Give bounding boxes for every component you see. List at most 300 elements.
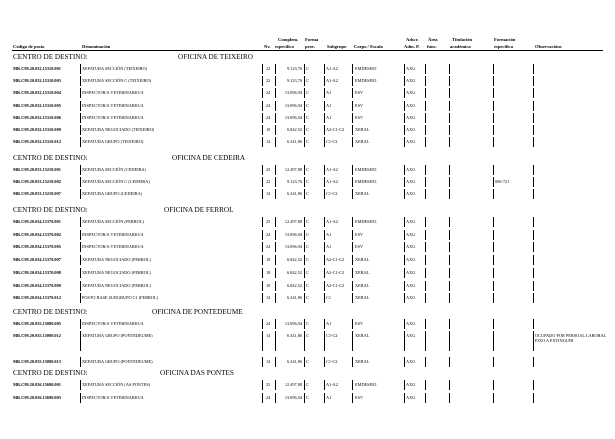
- cell-code: MR.C99.20.032.15310.004: [13, 90, 61, 96]
- cell-complem: 6.842,52: [286, 127, 302, 132]
- cell-divider: [80, 293, 81, 303]
- cell-divider: [533, 88, 534, 98]
- cell-divider: [533, 393, 534, 403]
- cell-divider: [262, 177, 263, 187]
- cell-divider: [324, 137, 325, 147]
- cell-divider: [262, 293, 263, 303]
- section-office-name: OFICINA DE TEIXEIRO: [178, 53, 253, 61]
- cell-adscr: AXG: [406, 244, 416, 250]
- cell-divider: [324, 165, 325, 175]
- cell-complem: 6.341,86: [286, 139, 302, 145]
- table-row: [0, 332, 615, 344]
- cell-nv: 14: [266, 295, 271, 301]
- cell-corpo: XERAL: [355, 269, 370, 275]
- cell-divider: [275, 88, 276, 98]
- cell-adscr: AXG: [406, 269, 416, 275]
- cell-divider: [80, 357, 81, 367]
- cell-subgrupo: A1-A2: [326, 179, 338, 184]
- cell-denominacion: INSPECTOR/A VETERINARIO/A: [82, 244, 144, 250]
- cell-adscr: AXG: [406, 139, 416, 145]
- cell-divider: [80, 88, 81, 98]
- cell-adscr: AXG: [406, 66, 416, 71]
- cell-divider: [449, 331, 450, 351]
- cell-complem: 13.096,94: [284, 114, 302, 120]
- cell-divider: [80, 177, 81, 187]
- cell-divider: [404, 357, 405, 367]
- cell-divider: [304, 165, 305, 175]
- cell-code: MR.C99.20.034.15370.007: [13, 257, 61, 263]
- cell-divider: [533, 293, 534, 303]
- cell-divider: [275, 357, 276, 367]
- cell-corpo: XERAL: [355, 139, 370, 145]
- table-row: [0, 190, 615, 199]
- cell-divider: [80, 319, 81, 329]
- cell-divider: [304, 76, 305, 86]
- cell-adscr: AXG: [406, 78, 416, 84]
- cell-divider: [449, 113, 450, 123]
- cell-subgrupo: A1-A2: [326, 66, 338, 71]
- cell-divider: [533, 331, 534, 351]
- cell-divider: [404, 293, 405, 303]
- cell-divider: [324, 88, 325, 98]
- cell-divider: [533, 113, 534, 123]
- cell-complem: 6.842,52: [286, 257, 302, 263]
- cell-subgrupo: A1: [326, 231, 332, 237]
- cell-divider: [352, 268, 353, 278]
- cell-denominacion: XEFATURA SECCIÓN C (TEIXEIRO): [82, 78, 152, 84]
- cell-subgrupo: A2-C1-C2: [326, 257, 345, 263]
- cell-divider: [404, 380, 405, 390]
- cell-divider: [449, 137, 450, 147]
- cell-divider: [304, 101, 305, 111]
- cell-divider: [352, 393, 353, 403]
- cell-forma: C: [306, 78, 309, 84]
- cell-divider: [262, 125, 263, 135]
- section-dest-label: CENTRO DE DESTINO:: [13, 154, 88, 162]
- cell-divider: [352, 281, 353, 291]
- section-office-name: OFICINA DE FERROL: [164, 206, 234, 214]
- cell-divider: [404, 165, 405, 175]
- cell-code: MR.C99.20.034.15370.002: [13, 231, 61, 237]
- cell-adscr: AXG: [406, 127, 416, 132]
- cell-corpo: ESV: [355, 114, 364, 120]
- cell-divider: [533, 101, 534, 111]
- cell-divider: [262, 230, 263, 240]
- cell-adscr: AXG: [406, 333, 416, 339]
- cell-divider: [449, 281, 450, 291]
- cell-divider: [352, 217, 353, 227]
- cell-divider: [275, 230, 276, 240]
- cell-divider: [304, 242, 305, 252]
- cell-forma: C: [306, 359, 309, 365]
- cell-complem: 6.341,86: [286, 359, 302, 365]
- cell-nv: 24: [266, 321, 271, 326]
- cell-divider: [352, 165, 353, 175]
- cell-divider: [493, 137, 494, 147]
- cell-subgrupo: A1: [326, 244, 332, 250]
- table-row: [0, 166, 615, 175]
- table-row: [0, 282, 615, 291]
- cell-complem: 12.497,88: [284, 219, 302, 224]
- cell-divider: [404, 268, 405, 278]
- cell-code: MR.C99.20.036.15690.003: [13, 394, 61, 400]
- cell-code: MR.C99.20.035.15080.005: [13, 321, 61, 326]
- cell-divider: [493, 165, 494, 175]
- cell-divider: [449, 217, 450, 227]
- cell-divider: [404, 189, 405, 199]
- cell-adscr: AXG: [406, 167, 416, 172]
- table-row: [0, 114, 615, 123]
- cell-divider: [449, 101, 450, 111]
- cell-divider: [324, 64, 325, 74]
- cell-divider: [404, 230, 405, 240]
- cell-divider: [324, 357, 325, 367]
- cell-denominacion: XEFATURA GRUPO (PONTEDEUME): [82, 333, 153, 339]
- table-row: [0, 89, 615, 98]
- cell-denominacion: INSPECTOR/A VETERINARIO/A: [82, 231, 144, 237]
- cell-divider: [324, 125, 325, 135]
- table-row: [0, 269, 615, 278]
- cell-denominacion: XEFATURA NEGOCIADO (FERROL): [82, 269, 151, 275]
- cell-divider: [275, 64, 276, 74]
- cell-forma: C: [306, 167, 309, 172]
- cell-divider: [324, 113, 325, 123]
- cell-subgrupo: C1-C2: [326, 191, 338, 196]
- cell-divider: [324, 331, 325, 351]
- cell-code: MR.C99.20.034.15370.012: [13, 295, 61, 301]
- cell-subgrupo: A2-C1-C2: [326, 269, 345, 275]
- cell-corpo: XERAL: [355, 127, 370, 132]
- cell-divider: [425, 242, 426, 252]
- cell-divider: [80, 165, 81, 175]
- cell-divider: [275, 101, 276, 111]
- cell-divider: [533, 137, 534, 147]
- cell-divider: [324, 281, 325, 291]
- section-dest-label: CENTRO DE DESTINO:: [13, 308, 88, 316]
- cell-divider: [493, 76, 494, 86]
- cell-forma: C: [306, 219, 309, 224]
- cell-divider: [324, 101, 325, 111]
- cell-divider: [449, 125, 450, 135]
- cell-divider: [80, 113, 81, 123]
- cell-divider: [404, 125, 405, 135]
- cell-adscr: AXG: [406, 102, 416, 108]
- cell-divider: [404, 113, 405, 123]
- cell-forma: C: [306, 231, 309, 237]
- cell-divider: [262, 76, 263, 86]
- cell-nv: 14: [266, 139, 271, 145]
- cell-divider: [425, 230, 426, 240]
- cell-divider: [425, 177, 426, 187]
- section-dest-label: CENTRO DE DESTINO:: [13, 53, 88, 61]
- cell-divider: [262, 331, 263, 351]
- cell-divider: [262, 357, 263, 367]
- cell-divider: [449, 242, 450, 252]
- cell-corpo: XERAL: [355, 257, 370, 263]
- cell-subgrupo: A1-A2: [326, 167, 338, 172]
- cell-divider: [80, 281, 81, 291]
- cell-divider: [304, 113, 305, 123]
- cell-adscr: AXG: [406, 257, 416, 263]
- cell-divider: [352, 380, 353, 390]
- cell-subgrupo: C1-C2: [326, 359, 338, 365]
- cell-subgrupo: A1: [326, 321, 332, 326]
- cell-divider: [262, 255, 263, 265]
- cell-divider: [80, 189, 81, 199]
- cell-complem: 13.096,94: [284, 90, 302, 96]
- cell-subgrupo: C1-C2: [326, 139, 338, 145]
- cell-complem: 13.096,94: [284, 102, 302, 108]
- cell-divider: [404, 88, 405, 98]
- cell-divider: [304, 255, 305, 265]
- cell-divider: [493, 331, 494, 351]
- cell-divider: [404, 137, 405, 147]
- cell-denominacion: INSPECTOR/A VETERINARIO/A: [82, 321, 144, 326]
- cell-divider: [275, 331, 276, 351]
- cell-divider: [304, 217, 305, 227]
- cell-code: MR.C99.20.032.15310.005: [13, 102, 61, 108]
- cell-subgrupo: C1: [326, 295, 332, 301]
- cell-divider: [449, 393, 450, 403]
- cell-subgrupo: A1: [326, 394, 332, 400]
- cell-complem: 6.341,86: [286, 191, 302, 196]
- table-row: [0, 231, 615, 240]
- cell-divider: [262, 137, 263, 147]
- cell-divider: [425, 217, 426, 227]
- cell-divider: [493, 255, 494, 265]
- cell-forma: C: [306, 394, 309, 400]
- table-row: [0, 126, 615, 135]
- cell-divider: [262, 319, 263, 329]
- cell-divider: [324, 76, 325, 86]
- cell-divider: [493, 189, 494, 199]
- cell-divider: [352, 177, 353, 187]
- cell-corpo: EMDESEE1: [355, 167, 377, 172]
- cell-denominacion: XEFATURA GRUPO (TEIXEIRO): [82, 139, 144, 145]
- cell-adscr: AXG: [406, 382, 416, 387]
- cell-nv: 18: [266, 269, 271, 275]
- cell-divider: [533, 230, 534, 240]
- cell-divider: [304, 125, 305, 135]
- cell-nv: 24: [266, 231, 271, 237]
- cell-complem: 6.341,86: [286, 333, 302, 339]
- cell-complem: 13.096,94: [284, 231, 302, 237]
- cell-corpo: XERAL: [355, 295, 370, 301]
- cell-divider: [262, 393, 263, 403]
- cell-divider: [493, 230, 494, 240]
- cell-divider: [493, 88, 494, 98]
- cell-divider: [324, 189, 325, 199]
- cell-complem: 9.123,76: [286, 179, 302, 184]
- cell-divider: [275, 125, 276, 135]
- cell-divider: [493, 357, 494, 367]
- cell-divider: [425, 125, 426, 135]
- table-row: [0, 218, 615, 227]
- cell-divider: [533, 189, 534, 199]
- cell-divider: [449, 293, 450, 303]
- cell-divider: [352, 331, 353, 351]
- cell-forma: C: [306, 321, 309, 326]
- section-dest-label: CENTRO DE DESTINO:: [13, 206, 88, 214]
- cell-corpo: EMDESEE1: [355, 66, 377, 71]
- cell-divider: [493, 380, 494, 390]
- cell-divider: [533, 177, 534, 187]
- cell-divider: [262, 268, 263, 278]
- cell-divider: [404, 319, 405, 329]
- cell-corpo: ESV: [355, 102, 364, 108]
- cell-divider: [493, 64, 494, 74]
- cell-divider: [80, 242, 81, 252]
- cell-divider: [533, 319, 534, 329]
- cell-formacion: 006-721: [495, 179, 510, 184]
- cell-divider: [352, 101, 353, 111]
- cell-divider: [304, 137, 305, 147]
- cell-divider: [533, 242, 534, 252]
- cell-divider: [493, 293, 494, 303]
- cell-divider: [425, 101, 426, 111]
- cell-divider: [352, 88, 353, 98]
- cell-divider: [80, 380, 81, 390]
- cell-adscr: AXG: [406, 321, 416, 326]
- cell-divider: [324, 255, 325, 265]
- cell-corpo: ESV: [355, 321, 364, 326]
- cell-adscr: AXG: [406, 295, 416, 301]
- cell-divider: [404, 64, 405, 74]
- cell-adscr: AXG: [406, 394, 416, 400]
- cell-denominacion: INSPECTOR/A VETERINARIO/A: [82, 90, 144, 96]
- cell-divider: [324, 242, 325, 252]
- cell-divider: [449, 177, 450, 187]
- cell-divider: [262, 165, 263, 175]
- header-complem: Complem.: [278, 37, 299, 42]
- cell-forma: C: [306, 114, 309, 120]
- cell-subgrupo: A2-C1-C2: [326, 127, 345, 132]
- cell-corpo: ESV: [355, 394, 364, 400]
- table-row: [0, 77, 615, 86]
- cell-divider: [449, 88, 450, 98]
- cell-divider: [425, 293, 426, 303]
- cell-forma: C: [306, 257, 309, 263]
- cell-divider: [352, 64, 353, 74]
- cell-divider: [275, 217, 276, 227]
- cell-complem: 12.497,88: [284, 382, 302, 387]
- cell-divider: [304, 281, 305, 291]
- cell-denominacion: XEFATURA SECCIÓN (FERROL): [82, 219, 144, 224]
- cell-complem: 13.096,94: [284, 394, 302, 400]
- cell-divider: [304, 88, 305, 98]
- section-office-name: OFICINA DE CEDEIRA: [172, 154, 246, 162]
- cell-code: MR.C99.20.032.15310.012: [13, 139, 61, 145]
- cell-divider: [324, 268, 325, 278]
- cell-divider: [425, 137, 426, 147]
- cell-divider: [262, 217, 263, 227]
- cell-nv: 14: [266, 333, 271, 339]
- cell-divider: [304, 189, 305, 199]
- cell-adscr: AXG: [406, 231, 416, 237]
- header-especifico: específico: [275, 44, 294, 49]
- header-codigo: Código de posto: [13, 44, 45, 49]
- cell-nv: 14: [266, 191, 271, 196]
- cell-divider: [404, 393, 405, 403]
- cell-nv: 25: [266, 167, 271, 172]
- cell-denominacion: XEFATURA NEGOCIADO (TEIXEIRO): [82, 127, 155, 132]
- cell-divider: [304, 380, 305, 390]
- cell-divider: [493, 319, 494, 329]
- cell-divider: [425, 357, 426, 367]
- cell-divider: [304, 64, 305, 74]
- cell-denominacion: XEFATURA GRUPO (CEDEIRA): [82, 191, 143, 196]
- cell-code: MR.C99.20.034.15370.008: [13, 269, 61, 275]
- cell-divider: [262, 101, 263, 111]
- cell-divider: [262, 380, 263, 390]
- cell-divider: [425, 281, 426, 291]
- cell-divider: [533, 268, 534, 278]
- cell-nv: 14: [266, 359, 271, 365]
- cell-subgrupo: A1: [326, 114, 332, 120]
- cell-denominacion: XEFATURA NEGOCIADO (FERROL): [82, 257, 151, 263]
- cell-divider: [493, 113, 494, 123]
- cell-corpo: ESV: [355, 244, 364, 250]
- cell-complem: 6.842,52: [286, 282, 302, 288]
- cell-denominacion: INSPECTOR/A VETERINARIO/A: [82, 102, 144, 108]
- cell-divider: [324, 293, 325, 303]
- cell-divider: [275, 255, 276, 265]
- cell-corpo: EMDESEE1: [355, 179, 377, 184]
- cell-forma: C: [306, 90, 309, 96]
- cell-code: MR.C99.20.032.15310.001: [13, 66, 61, 71]
- cell-divider: [262, 113, 263, 123]
- cell-corpo: ESV: [355, 90, 364, 96]
- cell-divider: [324, 393, 325, 403]
- cell-divider: [275, 393, 276, 403]
- cell-divider: [404, 177, 405, 187]
- cell-divider: [533, 76, 534, 86]
- cell-divider: [425, 393, 426, 403]
- cell-divider: [275, 189, 276, 199]
- cell-divider: [304, 230, 305, 240]
- cell-nv: 22: [266, 66, 271, 71]
- header-prov: prov.: [305, 44, 315, 49]
- cell-divider: [533, 217, 534, 227]
- cell-forma: C: [306, 333, 309, 339]
- cell-corpo: XERAL: [355, 333, 370, 339]
- header-denominacion: Denominación: [82, 44, 111, 49]
- cell-divider: [352, 76, 353, 86]
- cell-nv: 18: [266, 127, 271, 132]
- cell-divider: [352, 319, 353, 329]
- cell-divider: [493, 393, 494, 403]
- cell-code: MR.C99.20.033.15210.007: [13, 191, 61, 196]
- header-nv: Nv.: [264, 44, 271, 49]
- cell-divider: [493, 242, 494, 252]
- cell-divider: [324, 217, 325, 227]
- cell-divider: [404, 255, 405, 265]
- cell-subgrupo: C1-C2: [326, 333, 338, 339]
- cell-divider: [80, 217, 81, 227]
- cell-divider: [352, 242, 353, 252]
- cell-divider: [493, 281, 494, 291]
- header-academica: académica: [450, 44, 471, 49]
- cell-complem: 9.123,76: [286, 66, 302, 71]
- cell-divider: [449, 230, 450, 240]
- cell-divider: [80, 268, 81, 278]
- cell-divider: [262, 64, 263, 74]
- cell-divider: [425, 88, 426, 98]
- cell-divider: [533, 64, 534, 74]
- cell-divider: [533, 380, 534, 390]
- cell-divider: [324, 177, 325, 187]
- cell-corpo: EMDESEE1: [355, 382, 377, 387]
